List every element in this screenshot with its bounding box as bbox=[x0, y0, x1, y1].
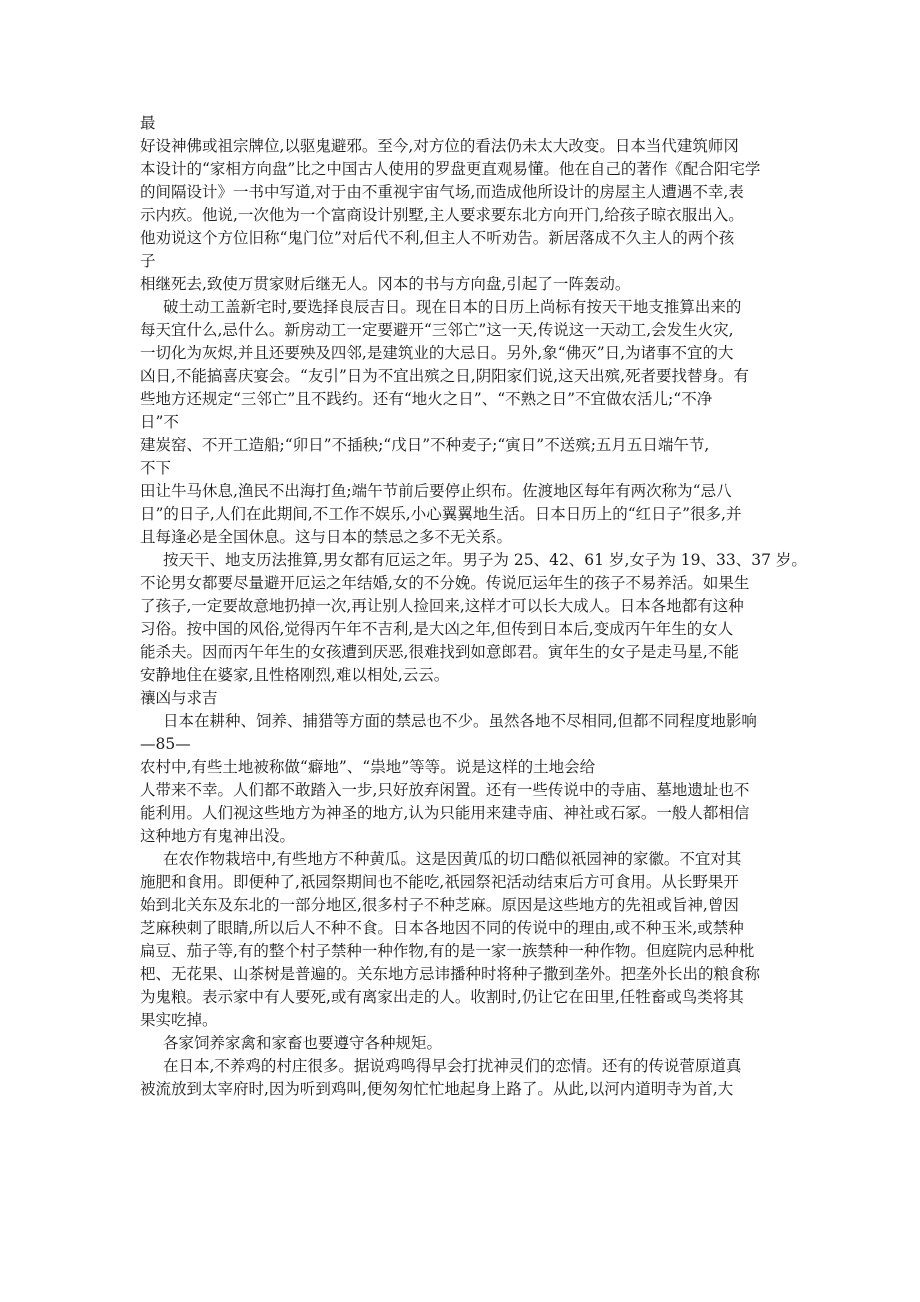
text-line: 扁豆、茄子等,有的整个村子禁种一种作物,有的是一家一族禁种一种作物。但庭院内忌种枇 bbox=[140, 942, 755, 960]
text-line: 且每逢必是全国休息。这与日本的禁忌之多不无关系。 bbox=[140, 528, 513, 546]
text-line: 安静地住在婆家,且性格刚烈,难以相处,云云。 bbox=[140, 666, 450, 684]
text-line: 些地方还规定“三邻亡”且不践约。还有“地火之日”、“不熟之日”不宜做农活儿;“不净 bbox=[140, 390, 713, 408]
text-line: 每天宜什么,忌什么。新房动工一定要避开“三邻亡”这一天,传说这一天动工,会发生火灾, bbox=[140, 321, 734, 339]
text-line: 凶日,不能搞喜庆宴会。“友引”日为不宜出殡之日,阴阳家们说,这天出殡,死者要找替身。有 bbox=[140, 367, 750, 385]
text-line: 果实吃掉。 bbox=[140, 1011, 218, 1029]
text-line: 能杀夫。因而丙午年生的女孩遭到厌恶,很难找到如意郎君。寅年生的女子是走马星,不能 bbox=[140, 643, 739, 661]
text-line: 芝麻秧刺了眼睛,所以后人不种不食。日本各地因不同的传说中的理由,或不种玉米,或禁种 bbox=[140, 919, 744, 937]
text-line: 日本在耕种、饲养、捕猎等方面的禁忌也不少。虽然各地不尽相同,但都不同程度地影响 bbox=[163, 712, 757, 730]
text-line: 人带来不幸。人们都不敢踏入一步,只好放弃闲置。还有一些传说中的寺庙、墓地遗址也不 bbox=[140, 781, 750, 799]
text-line: 为鬼粮。表示家中有人要死,或有离家出走的人。收割时,仍让它在田里,任牲畜或鸟类将其 bbox=[140, 988, 744, 1006]
text-line: 破土动工盖新宅时,要选择良辰吉日。现在日本的日历上尚标有按天干地支推算出来的 bbox=[163, 298, 742, 316]
text-line: 他劝说这个方位旧称“鬼门位”对后代不利,但主人不听劝告。新居落成不久主人的两个孩 bbox=[140, 229, 735, 247]
text-line: 子 bbox=[140, 252, 156, 270]
text-line: 建炭窑、不开工造船;“卯日”不插秧;“戊日”不种麦子;“寅日”不送殡;五月五日端午节, bbox=[140, 436, 710, 454]
text-line: 相继死去,致使万贯家财后继无人。冈本的书与方向盘,引起了一阵轰动。 bbox=[140, 275, 631, 293]
text-line: 杷、无花果、山茶树是普遍的。关东地方忌讳播种时将种子撒到垄外。把垄外长出的粮食称 bbox=[140, 965, 761, 983]
text-line: 始到北关东及东北的一部分地区,很多村子不种芝麻。原因是这些地方的先祖或旨神,曾因 bbox=[140, 896, 739, 914]
text-line: 日”的日子,人们在此期间,不工作不娱乐,小心翼翼地生活。日本日历上的“红日子”很多,并 bbox=[140, 505, 742, 523]
text-line: 按天干、地支历法推算,男女都有厄运之年。男子为 25、42、61 岁,女子为 19、33、37 岁。 bbox=[163, 551, 807, 569]
text-line: 示内疚。他说,一次他为一个富商设计别墅,主人要求要东北方向开门,给孩子晾衣服出入。 bbox=[140, 206, 744, 224]
text-line: 各家饲养家禽和家畜也要遵守各种规矩。 bbox=[163, 1034, 443, 1052]
text-line: 在农作物栽培中,有些地方不种黄瓜。这是因黄瓜的切口酷似祇园神的家徽。不宜对其 bbox=[163, 850, 742, 868]
text-line: 不论男女都要尽量避开厄运之年结婚,女的不分娩。传说厄运年生的孩子不易养活。如果生 bbox=[140, 574, 750, 592]
text-line: 这种地方有鬼神出没。 bbox=[140, 827, 296, 845]
text-line: 田让牛马休息,渔民不出海打鱼;端午节前后要停止织布。佐渡地区每年有两次称为“忌八 bbox=[140, 482, 732, 500]
text-line: 能利用。人们视这些地方为神圣的地方,认为只能用来建寺庙、神社或石冢。一般人都相信 bbox=[140, 804, 750, 822]
text-line: 本设计的“家相方向盘”比之中国古人使用的罗盘更直观易懂。他在自己的著作《配合阳宅学 bbox=[140, 160, 761, 178]
text-line: 的间隔设计》一书中写道,对于由不重视宇宙气场,而造成他所设计的房屋主人遭遇不幸,表 bbox=[140, 183, 744, 201]
text-line: 施肥和食用。即便种了,祇园祭期间也不能吃,祇园祭祀活动结束后方可食用。从长野果开 bbox=[140, 873, 739, 891]
text-line: 习俗。按中国的风俗,觉得丙午年不吉利,是大凶之年,但传到日本后,变成丙午年生的女人 bbox=[140, 620, 734, 638]
text-line: 一切化为灰烬,并且还要殃及四邻,是建筑业的大忌日。另外,象“佛灭”日,为诸事不宜的大 bbox=[140, 344, 734, 362]
text-line: 农村中,有些土地被称做“癖地”、“祟地”等等。说是这样的土地会给 bbox=[140, 758, 596, 776]
text-line: 不下 bbox=[140, 459, 172, 477]
text-line: 好设神佛或祖宗牌位,以驱鬼避邪。至今,对方位的看法仍未太大改变。日本当代建筑师冈 bbox=[140, 137, 739, 155]
text-line: 被流放到太宰府时,因为听到鸡叫,便匆匆忙忙地起身上路了。从此,以河内道明寺为首,大 bbox=[140, 1080, 734, 1098]
text-line: 在日本,不养鸡的村庄很多。据说鸡鸣得早会打扰神灵们的恋情。还有的传说菅原道真 bbox=[163, 1057, 742, 1075]
text-line: —85— bbox=[140, 735, 191, 753]
text-line: 日”不 bbox=[140, 413, 179, 431]
text-line: 禳凶与求吉 bbox=[140, 689, 218, 707]
text-line: 最 bbox=[140, 114, 156, 132]
document-body bbox=[0, 112, 920, 1101]
text-line: 了孩子,一定要故意地扔掉一次,再让别人捡回来,这样才可以长大成人。日本各地都有这种 bbox=[140, 597, 744, 615]
